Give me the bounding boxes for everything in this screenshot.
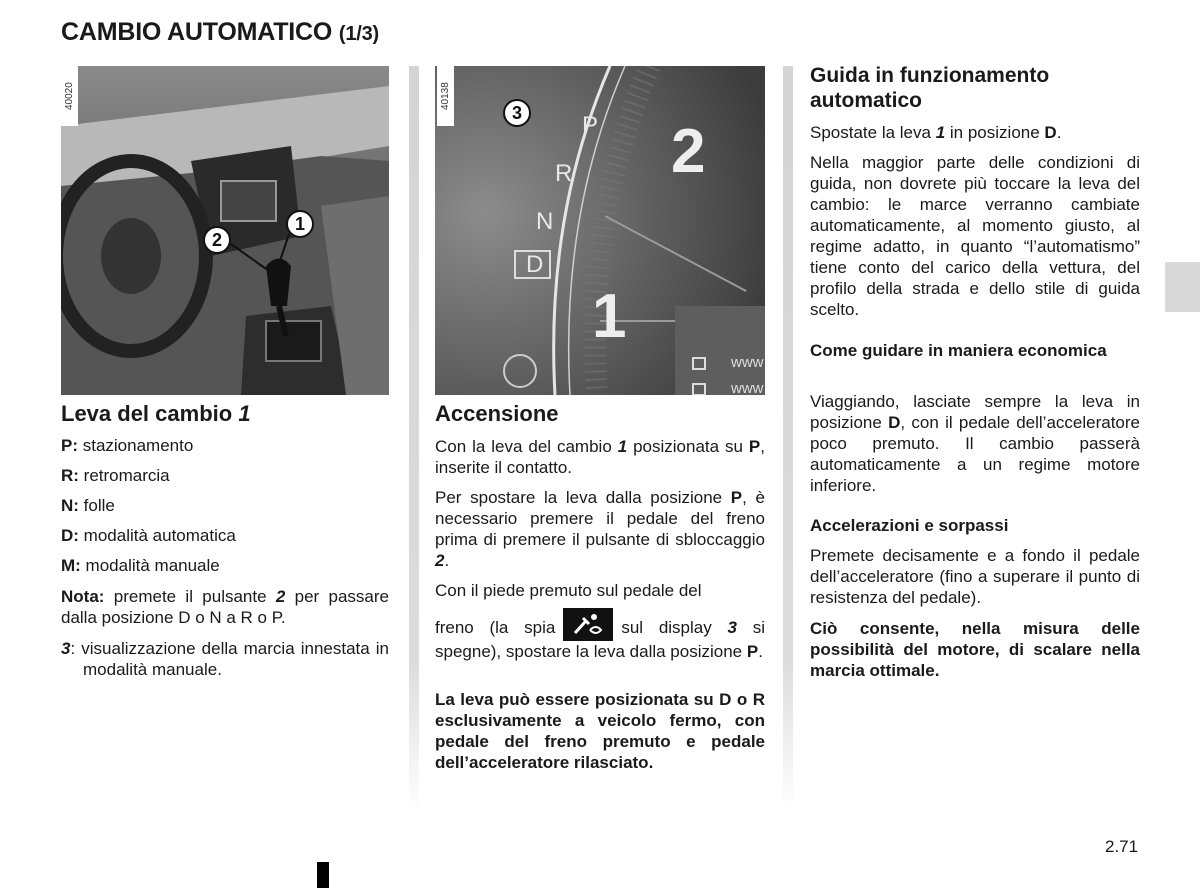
item-text: modalità automatica <box>78 526 236 545</box>
gear-d-label: D <box>526 251 544 278</box>
item-key: R: <box>61 466 79 485</box>
gear-item-n <box>61 495 389 516</box>
accensione-p2 <box>435 487 765 571</box>
item3-key: 3 <box>61 639 71 658</box>
text: . <box>444 551 450 570</box>
text: , inserite il contatto. <box>435 437 765 477</box>
text: posizionata su <box>627 437 749 456</box>
gear-number-1: 1 <box>592 282 627 351</box>
gear-r-label: R <box>555 160 573 187</box>
text: . <box>1056 123 1062 142</box>
display-text-1: www <box>731 354 764 371</box>
figure-code: 40138 <box>437 66 454 126</box>
item3-text: : visualizzazione della marcia innestata in modalità manuale. <box>70 639 389 679</box>
item-key: N: <box>61 496 79 515</box>
gear-number-2: 2 <box>671 117 706 186</box>
guida-p1 <box>810 122 1140 143</box>
item-key: P: <box>61 436 78 455</box>
ref-number: 3 <box>727 618 737 637</box>
text: in posizione <box>945 123 1045 142</box>
gear-ref: D <box>888 413 901 432</box>
page-number: 2.71 <box>1105 837 1139 856</box>
item-text: modalità manuale <box>80 556 220 575</box>
nota-text: per passare dalla posizione D o N a R o P. <box>61 587 389 627</box>
conclusion-paragraph: Ciò consente, nella misura delle possibilità del motore, di scalare nella marcia ottimale. <box>810 619 1140 680</box>
figure-car-interior <box>61 66 389 395</box>
nota-key: Nota: <box>61 587 105 606</box>
gear-item-r <box>61 465 389 486</box>
gear-ref: D <box>1044 123 1057 142</box>
text: , con il pedale dell’acceleratore poco premuto. Il cambio passerà automaticamente a un regime motore inferiore. <box>810 413 1140 495</box>
accelerazioni-paragraph: Premete decisamente e a fondo il pedale dell’acceleratore (fino a superare il punto di resistenza del pedale). <box>810 546 1140 607</box>
gear-item-p <box>61 435 389 456</box>
brake-warning-light-icon <box>563 608 613 641</box>
accensione-p1 <box>435 436 765 478</box>
accensione-p3 <box>435 608 765 662</box>
page-marker <box>317 862 329 888</box>
heading-text: Leva del cambio <box>61 401 233 426</box>
gear-ref: P <box>746 642 759 661</box>
callout-2: 2 <box>203 226 231 254</box>
page-title <box>61 18 379 47</box>
ref-number: 1 <box>617 437 628 456</box>
gear-ref: P <box>748 437 761 456</box>
nota-paragraph <box>61 586 389 628</box>
text: , è necessario premere il pedale del freno prima di premere il pulsante di sbloccaggio <box>435 488 765 549</box>
ref-number: 1 <box>935 123 946 142</box>
accensione-p3-line1: Con il piede premuto sul pedale del <box>435 581 702 600</box>
section-thumb-tab <box>1165 262 1200 312</box>
text: Viaggiando, lasciate sempre la leva in posizione <box>810 392 1140 432</box>
display-text-2: www <box>731 380 764 395</box>
item-text: retromarcia <box>78 466 170 485</box>
ref-number: 2 <box>435 551 445 570</box>
gear-ref: P <box>730 488 743 507</box>
item-text: stazionamento <box>78 436 194 455</box>
item-text: folle <box>78 496 115 515</box>
text: Per spostare la leva dalla posizione <box>435 488 731 507</box>
callout-1: 1 <box>286 210 314 238</box>
warning-paragraph: La leva può essere posizionata su D o R esclusivamente a veicolo fermo, con pedale del freno premuto e pedale dell’acceleratore rilasciato. <box>435 690 765 772</box>
heading-number: 1 <box>238 401 251 426</box>
gear-item-d <box>61 525 389 546</box>
gear-item-m <box>61 555 389 576</box>
heading-leva-del-cambio <box>61 401 389 427</box>
text: freno (la spia <box>435 618 556 637</box>
text: Spostate la leva <box>810 123 936 142</box>
nota-text: premete il pulsante <box>104 587 276 606</box>
column-divider-right <box>783 66 793 811</box>
item-3-paragraph <box>61 638 389 680</box>
text: . <box>758 642 763 661</box>
figure-instrument-display <box>435 66 765 395</box>
figure-code: 40020 <box>61 66 78 126</box>
column-divider-left <box>409 66 419 811</box>
subheading-accelerazioni: Accelerazioni e sorpassi <box>810 516 1009 535</box>
nota-number: 2 <box>275 587 286 606</box>
text: Con la leva del cambio <box>435 437 618 456</box>
guida-p2: Nella maggior parte delle condizioni di guida, non dovrete più toccare la leva del cambio: le marce verranno cambiate automaticamente, al momento giusto, al regime adatto, in quanto “l’automatismo” tiene conto del carico della vettura, del profilo della strada e dello stile di guida scelto. <box>810 153 1140 319</box>
text: si spegne), spostare la leva dalla posizione <box>435 618 765 661</box>
item-key: M: <box>61 556 81 575</box>
heading-accensione: Accensione <box>435 401 559 426</box>
subheading-economica: Come guidare in maniera economica <box>810 341 1107 360</box>
gear-p-label: P <box>582 112 599 139</box>
text: sul display <box>621 618 728 637</box>
title-main: CAMBIO AUTOMATICO <box>61 18 333 46</box>
gear-n-label: N <box>536 208 554 235</box>
item-key: D: <box>61 526 79 545</box>
heading-guida-automatico: Guida in funzionamento automatico <box>810 64 1050 112</box>
economica-paragraph <box>810 391 1140 496</box>
callout-3: 3 <box>503 99 531 127</box>
title-sub: (1/3) <box>338 23 379 45</box>
